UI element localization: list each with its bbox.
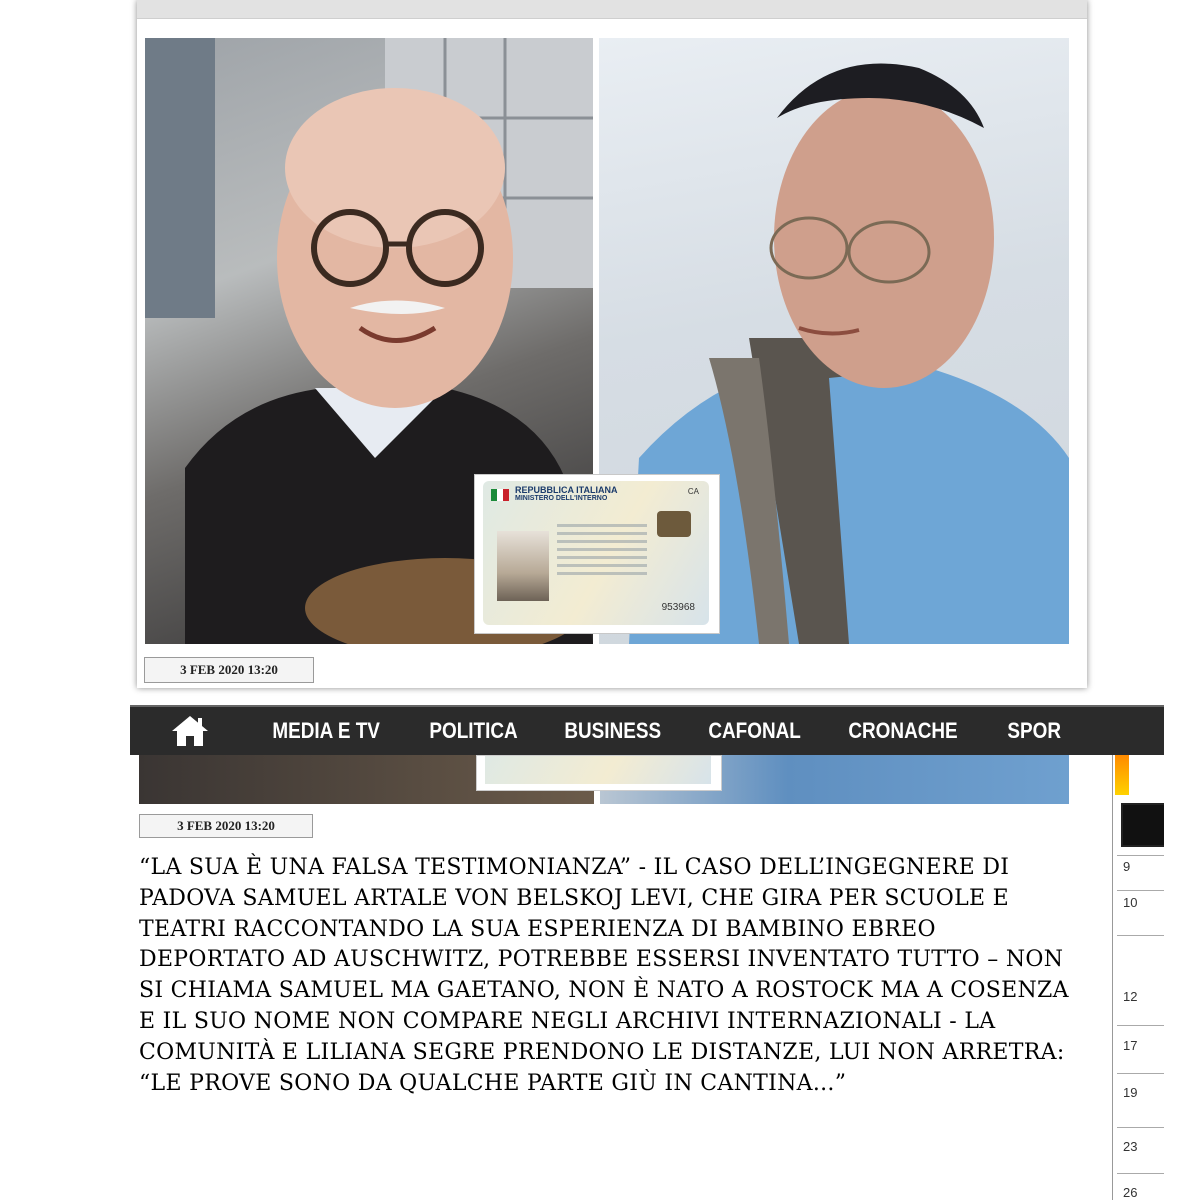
nav-cafonal[interactable]: CAFONAL bbox=[708, 718, 802, 743]
article-date: 3 FEB 2020 13:20 bbox=[144, 657, 314, 683]
article-headline[interactable]: “LA SUA È UNA FALSA TESTIMONIANZA” - IL CASO DELL’INGEGNERE DI PADOVA SAMUEL ARTALE VON BELSKOJ LEVI, CHE GIRA PER SCUOLE E TEATRI RACCONTANDO LA SUA ESPERIENZA DI BAMBINO EBREO DEPORTATO AD AUSCHWITZ, POTREBBE ESSERSI INVENTATO TUTTO – NON SI CHIAMA SAMUEL MA GAETANO, NON È NATO A ROSTOCK MA A COSENZA E IL SUO NOME NON COMPARE NEGLI ARCHIVI INTERNAZIONALI - LA COMUNITÀ E LILIANA SEGRE PRENDONO LE DISTANZE, LUI NON ARRETRA: “LE PROVE SONO DA QUALCHE PARTE GIÙ IN CANTINA...” bbox=[139, 855, 1069, 1096]
rail-number: 23 bbox=[1123, 1139, 1138, 1154]
rail-number: 9 bbox=[1123, 859, 1131, 874]
id-card-number: CA bbox=[687, 487, 699, 496]
home-button[interactable] bbox=[130, 707, 250, 755]
nav-sport[interactable]: SPOR bbox=[1007, 718, 1061, 743]
rail-number: 10 bbox=[1123, 895, 1138, 910]
bottom-article-card bbox=[130, 705, 1164, 1200]
nav-media-e-tv[interactable]: MEDIA E TV bbox=[272, 718, 380, 743]
main-navbar bbox=[130, 705, 1164, 755]
photo-strip-left bbox=[139, 755, 594, 804]
right-rail-box bbox=[1121, 803, 1164, 847]
rail-divider bbox=[1117, 1173, 1164, 1174]
home-icon bbox=[170, 714, 210, 748]
id-card-subtitle: MINISTERO DELL'INTERNO bbox=[515, 495, 608, 502]
rail-number: 17 bbox=[1123, 1038, 1138, 1053]
rail-divider bbox=[1117, 1127, 1164, 1128]
rail-divider bbox=[1117, 1025, 1164, 1026]
rail-divider bbox=[1117, 935, 1164, 936]
nav-cronache[interactable]: CRONACHE bbox=[848, 718, 958, 743]
nav-business[interactable]: BUSINESS bbox=[564, 718, 661, 743]
nav-politica[interactable]: POLITICA bbox=[429, 718, 518, 743]
rail-number: 26 bbox=[1123, 1185, 1138, 1200]
top-browser-bar bbox=[137, 0, 1087, 19]
right-rail-banner bbox=[1115, 755, 1129, 795]
id-card-thumbnail bbox=[476, 755, 722, 791]
article-date: 3 FEB 2020 13:20 bbox=[139, 814, 313, 838]
rail-divider bbox=[1117, 1073, 1164, 1074]
rail-number: 19 bbox=[1123, 1085, 1138, 1100]
photo-strip bbox=[139, 755, 1069, 804]
italian-flag-icon bbox=[491, 489, 509, 501]
id-card-serial: 953968 bbox=[661, 602, 695, 613]
id-card-image[interactable] bbox=[474, 474, 720, 634]
rail-divider bbox=[1117, 855, 1164, 856]
id-card-fields bbox=[557, 519, 647, 580]
rail-divider bbox=[1117, 890, 1164, 891]
rail-number: 12 bbox=[1123, 989, 1138, 1004]
id-card-title: REPUBBLICA ITALIANA bbox=[515, 485, 618, 495]
right-rail bbox=[1112, 755, 1164, 1200]
top-article-card bbox=[137, 0, 1087, 688]
id-card-chip-icon bbox=[657, 511, 691, 537]
id-card-portrait bbox=[497, 531, 549, 601]
id-card-face bbox=[483, 481, 709, 625]
